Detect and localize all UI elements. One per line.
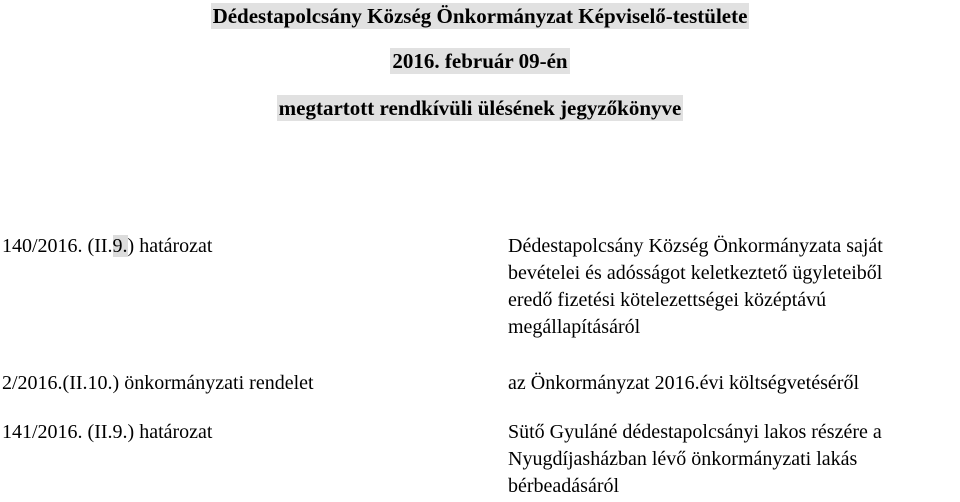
resolution-title — [508, 419, 960, 500]
minutes-title — [0, 95, 960, 122]
ref-suffix: ) határozat — [127, 235, 213, 257]
title-line: az Önkormányzat 2016.évi költségvetéséről — [508, 372, 859, 394]
council-title — [0, 3, 960, 30]
title-line: bérbeadásáról — [508, 475, 620, 497]
council-title-text: Dédestapolcsány Község Önkormányzat Képviselő-testülete — [212, 4, 748, 28]
title-line: Dédestapolcsány Község Önkormányzata saját — [508, 235, 883, 257]
resolution-ref — [2, 233, 213, 260]
decree-title — [508, 370, 960, 397]
title-line: megállapításáról — [508, 316, 641, 338]
ref-highlight: 9. — [112, 235, 128, 257]
ref-text: 141/2016. (II.9.) határozat — [2, 421, 213, 443]
title-line: Sütő Gyuláné dédestapolcsányi lakos részére a — [508, 421, 882, 443]
meeting-date-text: 2016. február 09-én — [392, 49, 568, 73]
ref-text: 2/2016.(II.10.) önkormányzati rendelet — [2, 372, 314, 394]
resolution-ref — [2, 419, 212, 446]
ref-text: 140/2016. (II. — [2, 235, 113, 257]
title-line: eredő fizetési kötelezettségei középtávú — [508, 289, 827, 311]
title-line: Nyugdíjasházban lévő önkormányzati lakás — [508, 448, 858, 470]
decree-ref — [2, 370, 314, 397]
title-line: bevételei és adósságot keletkeztető ügyleteiből — [508, 262, 883, 284]
resolution-title — [508, 233, 960, 341]
meeting-date — [0, 48, 960, 75]
minutes-title-text: megtartott rendkívüli ülésének jegyzőkönyve — [278, 96, 682, 120]
